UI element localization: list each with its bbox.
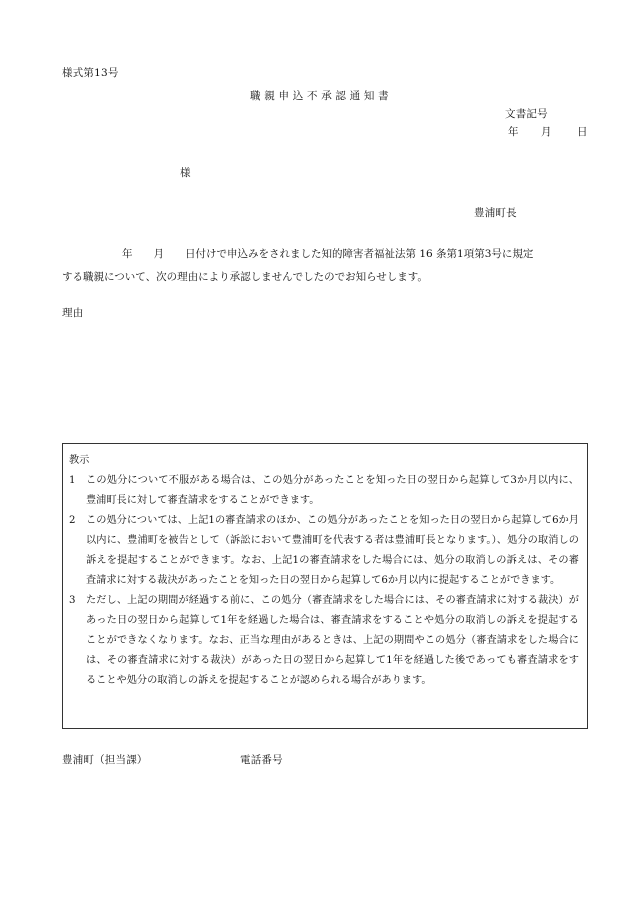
reason-label: 理由 bbox=[62, 307, 84, 319]
notice-item-text: ただし、上記の期間が経過する前に、この処分（審査請求をした場合には、その審査請求に対する裁決）があった日の翌日から起算して1年を経過した場合は、審査請求をすることや処分の取消しの訴えを提起することができなくなります。なお、正当な理由があるときは、上記の期間やこの処分（審査請求をした場合には、その審査請求に対する裁決）があった日の翌日から起算して1年を経過した後であっても審査請求をすることや処分の取消しの訴えを提起することが認められる場合があります。 bbox=[86, 595, 579, 686]
body-line-2: する職親について、次の理由により承認しませんでしたのでお知らせします。 bbox=[62, 271, 428, 283]
date-day-label: 日 bbox=[577, 126, 588, 138]
notice-item-number: 3 bbox=[69, 595, 76, 606]
sender-name: 豊浦町長 bbox=[474, 207, 517, 219]
notice-item bbox=[69, 471, 579, 511]
footer-phone-label: 電話番号 bbox=[240, 754, 283, 766]
date-month-label: 月 bbox=[541, 126, 552, 138]
notice-item-text: この処分については、上記1の審査請求のほか、この処分があったことを知った日の翌日から起算して6か月以内に、豊浦町を被告として（訴訟において豊浦町を代表する者は豊浦町長となります。）、処分の取消しの訴えを提起することができます。なお、上記1の審査請求をした場合には、処分の取消しの訴えは、その審査請求に対する裁決があったことを知った日の翌日から起算して6か月以内に提起することができます。 bbox=[86, 515, 579, 586]
document-number-label: 文書記号 bbox=[505, 108, 548, 120]
form-number: 様式第13号 bbox=[62, 67, 119, 79]
recipient-suffix: 様 bbox=[180, 167, 191, 179]
date-year-label: 年 bbox=[508, 126, 519, 138]
notice-item-number: 1 bbox=[69, 475, 76, 486]
notice-item-number: 2 bbox=[69, 515, 76, 526]
body-paragraph bbox=[62, 243, 587, 289]
notice-box bbox=[62, 443, 588, 729]
document-title: 職 親 申 込 不 承 認 通 知 書 bbox=[250, 90, 389, 102]
footer-department: 豊浦町（担当課） bbox=[62, 754, 148, 766]
notice-item-text: この処分について不服がある場合は、この処分があったことを知った日の翌日から起算して3か月以内に、豊浦町長に対して審査請求をすることができます。 bbox=[86, 475, 579, 506]
body-line-1: 年 月 日付けで申込みをされました知的障害者福祉法第 16 条第1項第3号に規定 bbox=[122, 248, 534, 260]
notice-item bbox=[69, 511, 579, 591]
notice-heading: 教示 bbox=[69, 455, 90, 466]
notice-item bbox=[69, 591, 579, 691]
